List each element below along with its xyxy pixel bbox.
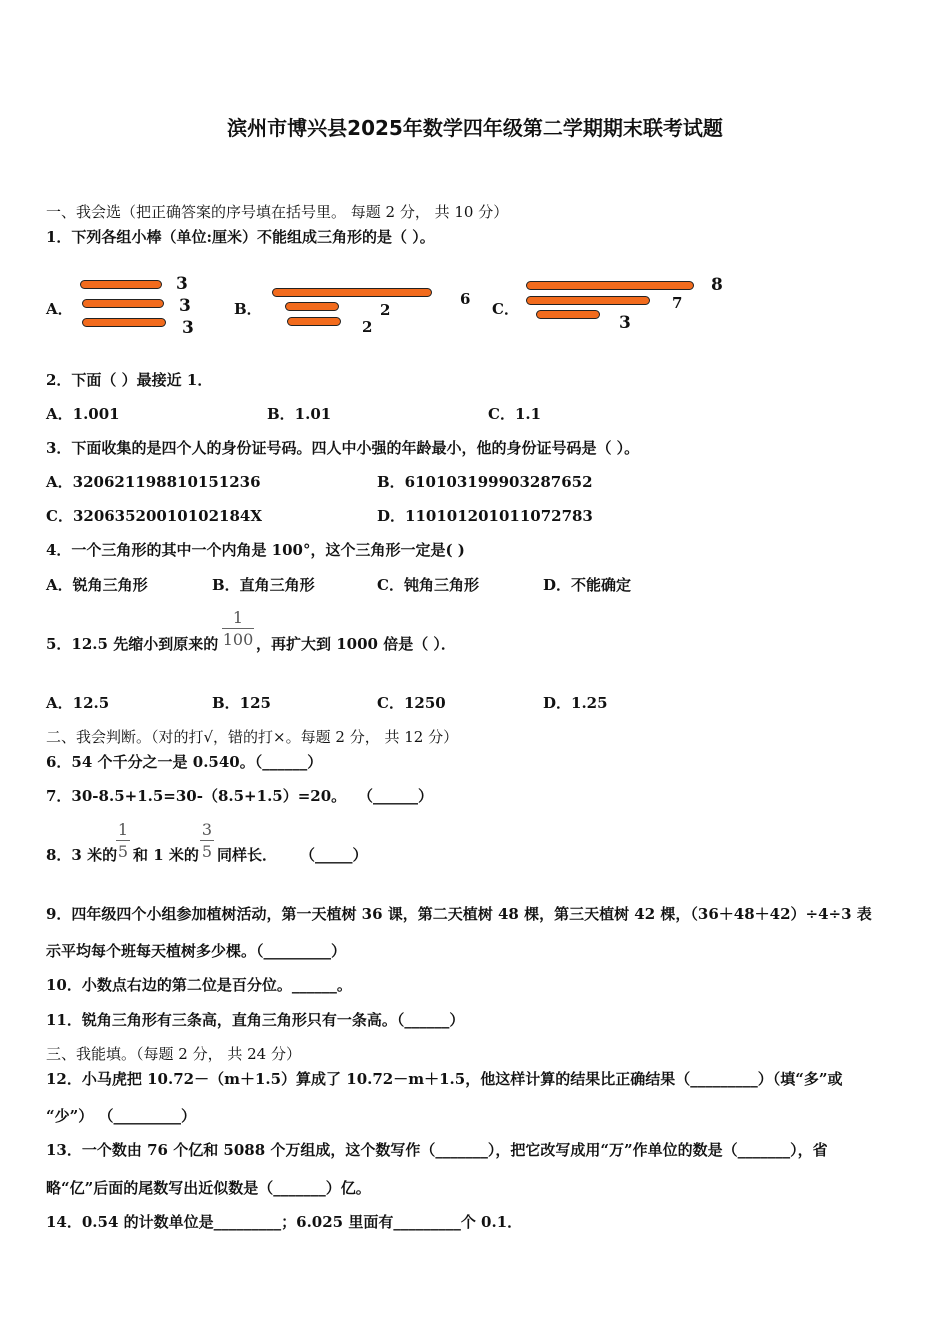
q1-c-length-1: 8 — [711, 275, 723, 295]
question-9-line-1: 9．四年级四个小组参加植树活动，第一天植树 36 课，第二天植树 48 棵，第三天植树 42 棵，（36＋48＋42）÷4÷3 表 — [46, 905, 872, 923]
question-1-stem: 1．下列各组小棒（单位:厘米）不能组成三角形的是（ ）。 — [46, 228, 435, 246]
q5-option-d: D．1.25 — [543, 694, 608, 712]
question-5-stem-start: 5．12.5 先缩小到原来的 — [46, 635, 219, 653]
question-4-stem: 4．一个三角形的其中一个内角是 100°，这个三角形一定是( ) — [46, 541, 465, 559]
question-6: 6．54 个千分之一是 0.540。（______） — [46, 753, 323, 771]
q1-b-length-1: 6 — [460, 290, 471, 308]
q1-b-length-3: 2 — [362, 318, 373, 336]
question-10: 10．小数点右边的第二位是百分位。______。 — [46, 976, 352, 994]
q1-a-length-2: 3 — [179, 296, 191, 316]
q1-c-rod-1 — [526, 281, 694, 290]
question-5-stem-end: ，再扩大到 1000 倍是（ ）． — [256, 635, 456, 653]
q1-a-rod-2 — [82, 299, 164, 308]
q3-option-a: A．320621198810151236 — [46, 473, 261, 491]
question-7-blank: （______） — [358, 787, 434, 805]
q1-c-rod-3 — [536, 310, 600, 319]
q1-b-rod-2 — [285, 302, 339, 311]
q3-option-d: D．110101201011072783 — [377, 507, 593, 525]
q5-option-c: C．1250 — [377, 694, 446, 712]
q1-b-length-2: 2 — [380, 301, 391, 319]
q8-fraction-1-denominator: 5 — [117, 842, 129, 861]
q1-a-rod-1 — [80, 280, 162, 289]
q1-option-b-label: B． — [234, 300, 262, 318]
section-3-header: 三、我能填。（每题 2 分， 共 24 分） — [46, 1045, 301, 1063]
q8-fraction-2-denominator: 5 — [201, 842, 213, 861]
question-13-line-2: 略“亿”后面的尾数写出近似数是（_______）亿。 — [46, 1179, 371, 1197]
q4-option-a: A．锐角三角形 — [46, 576, 148, 594]
q2-option-a: A．1.001 — [46, 405, 120, 423]
question-9-line-2: 示平均每个班每天植树多少棵。（_________） — [46, 942, 347, 960]
q8-fraction-1-numerator: 1 — [117, 820, 129, 839]
q5-fraction-numerator: 1 — [232, 608, 244, 627]
q2-option-c: C．1.1 — [488, 405, 542, 423]
q1-a-length-1: 3 — [176, 274, 188, 294]
q1-b-rod-3 — [287, 317, 341, 326]
q5-option-b: B．125 — [212, 694, 271, 712]
question-8-part-1: 8．3 米的 — [46, 846, 118, 864]
question-2-stem: 2．下面（ ）最接近 1． — [46, 371, 213, 389]
q5-fraction — [222, 608, 254, 649]
q3-option-b: B．610103199903287652 — [377, 473, 593, 491]
q8-fraction-2-numerator: 3 — [201, 820, 213, 839]
q5-option-a: A．12.5 — [46, 694, 110, 712]
question-8-part-2: 和 1 米的 — [133, 846, 199, 864]
q1-c-length-3: 3 — [619, 313, 631, 333]
question-11: 11．锐角三角形有三条高，直角三角形只有一条高。（______） — [46, 1011, 465, 1029]
question-8-blank: （_____） — [300, 846, 368, 864]
question-7-stem: 7．30-8.5+1.5=30-（8.5+1.5）=20。 — [46, 787, 347, 805]
q4-option-c: C．钝角三角形 — [377, 576, 479, 594]
q3-option-c: C．32063520010102184X — [46, 507, 263, 525]
page-title: 滨州市博兴县2025年数学四年级第二学期期末联考试题 — [227, 116, 723, 140]
q1-option-c-label: C． — [492, 300, 519, 318]
q1-c-rod-2 — [526, 296, 650, 305]
q5-fraction-denominator: 100 — [222, 630, 254, 649]
q4-option-d: D．不能确定 — [543, 576, 632, 594]
question-14: 14．0.54 的计数单位是_________；6.025 里面有_________个 0.1． — [46, 1213, 523, 1231]
question-12-line-2: “少”） （_________） — [46, 1107, 196, 1125]
q1-b-rod-1 — [272, 288, 432, 297]
section-2-header: 二、我会判断。（对的打√，错的打×。每题 2 分， 共 12 分） — [46, 728, 459, 746]
section-1-header: 一、我会选（把正确答案的序号填在括号里。 每题 2 分， 共 10 分） — [46, 203, 509, 221]
question-13-line-1: 13．一个数由 76 个亿和 5088 个万组成，这个数写作（_______），把它改写成用“万”作单位的数是（_______），省 — [46, 1141, 828, 1159]
question-3-stem: 3．下面收集的是四个人的身份证号码。四人中小强的年龄最小，他的身份证号码是（ ）。 — [46, 439, 640, 457]
q8-fraction-1 — [116, 820, 130, 861]
q1-option-a-label: A． — [46, 300, 73, 318]
q2-option-b: B．1.01 — [267, 405, 332, 423]
q1-a-rod-3 — [82, 318, 166, 327]
question-12-line-1: 12．小马虎把 10.72－（m＋1.5）算成了 10.72－m＋1.5，他这样计算的结果比正确结果（_________）（填“多”或 — [46, 1070, 843, 1088]
q1-a-length-3: 3 — [182, 318, 194, 338]
q8-fraction-2 — [200, 820, 214, 861]
q4-option-b: B．直角三角形 — [212, 576, 315, 594]
q1-c-length-2: 7 — [672, 294, 683, 312]
question-8-part-3: 同样长． — [217, 846, 278, 864]
